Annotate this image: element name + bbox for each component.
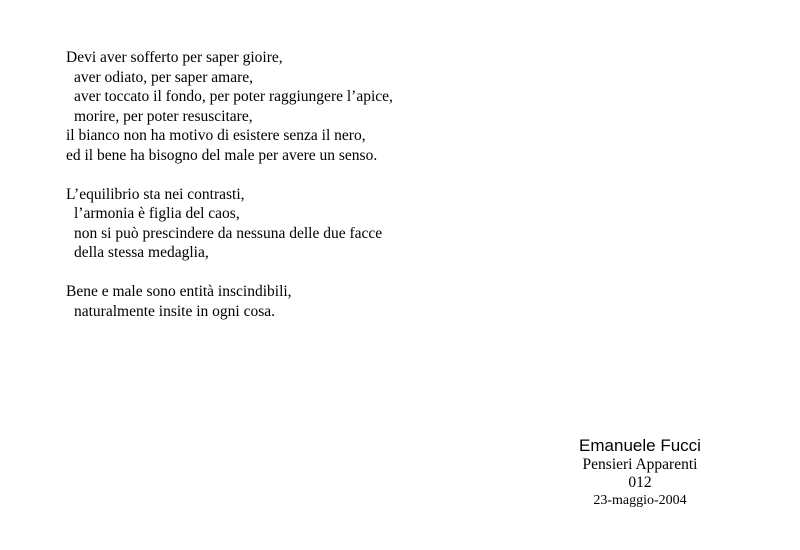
poem-body — [66, 48, 393, 341]
poem-number: 012 — [628, 474, 652, 491]
collection-title: Pensieri Apparenti — [582, 456, 698, 473]
poem-line: Bene e male sono entità inscindibili, — [66, 283, 292, 300]
author-name: Emanuele Fucci — [579, 436, 701, 455]
stanza-2 — [66, 185, 393, 263]
poem-line: aver toccato il fondo, per poter raggiungere l’apice, — [74, 88, 393, 105]
poem-line: non si può prescindere da nessuna delle due facce — [74, 224, 383, 242]
poem-line: l’armonia è figlia del caos, — [74, 205, 240, 222]
poem-date: 23-maggio-2004 — [593, 493, 687, 508]
stanza-3 — [66, 282, 393, 321]
poem-line: della stessa medaglia, — [74, 244, 209, 261]
signature-block — [560, 436, 720, 510]
poem-line: L’equilibrio sta nei contrasti, — [66, 185, 245, 203]
stanza-1 — [66, 48, 393, 165]
poem-line: morire, per poter resuscitare, — [74, 107, 253, 125]
poem-line: naturalmente insite in ogni cosa. — [74, 302, 276, 320]
poem-line: ed il bene ha bisogno del male per avere un senso. — [66, 146, 378, 164]
poem-line: il bianco non ha motivo di esistere senza il nero, — [66, 127, 366, 144]
poem-line: aver odiato, per saper amare, — [74, 68, 254, 86]
poem-line: Devi aver sofferto per saper gioire, — [66, 49, 283, 66]
